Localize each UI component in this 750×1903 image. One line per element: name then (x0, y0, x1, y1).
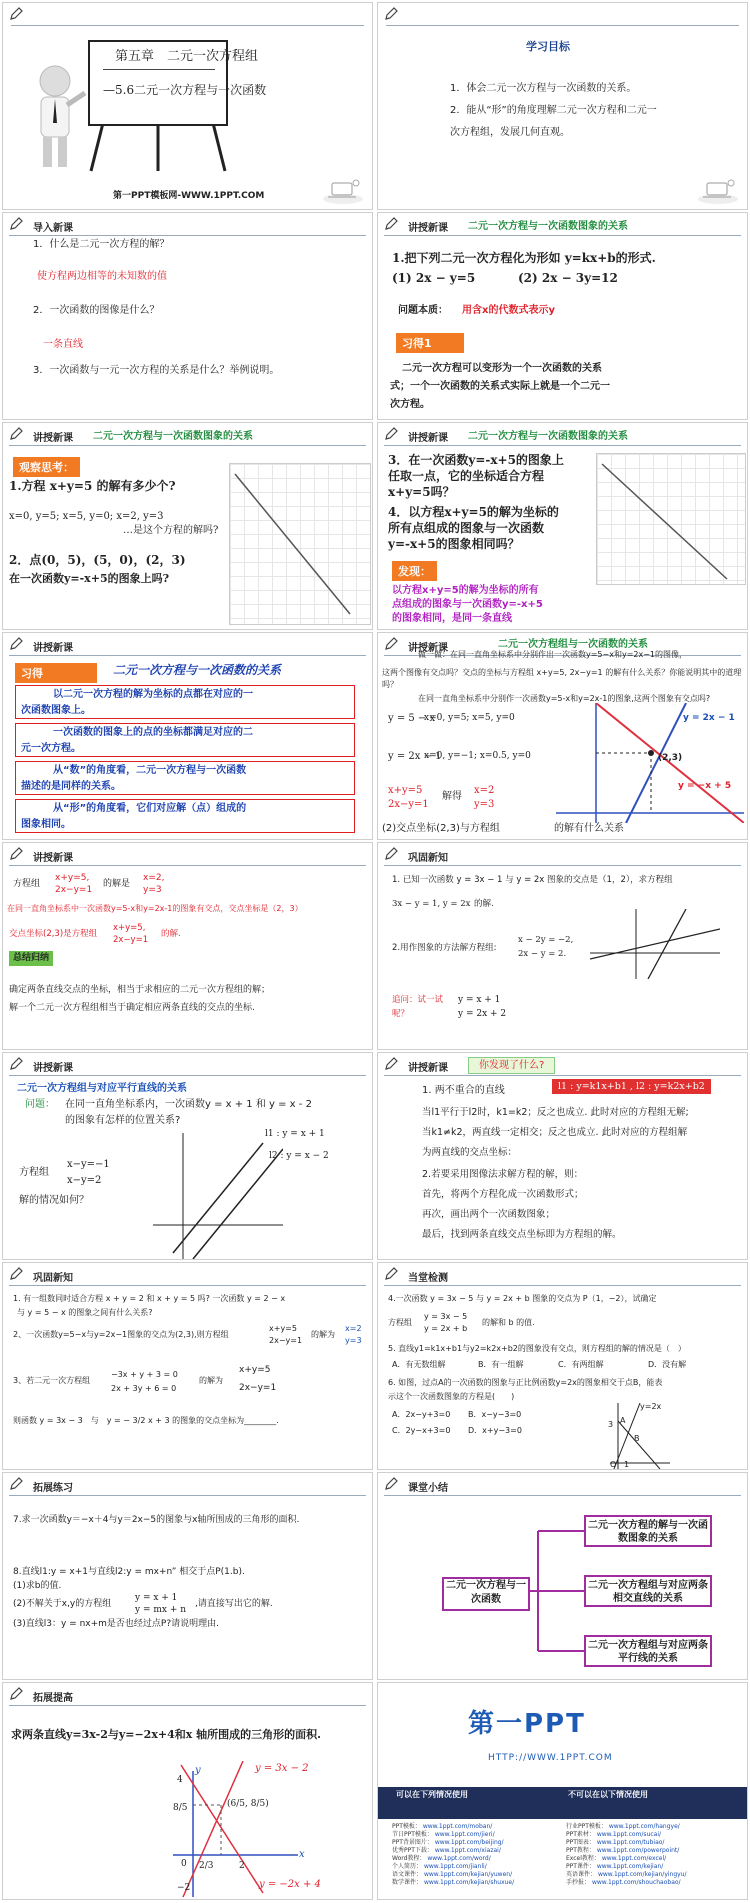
link-label: PPT背景图片： (392, 1839, 433, 1846)
q8-part-3: (3)直线l3：y = nx+m是否也经过点P?请说明理由. (13, 1619, 219, 1629)
q6-option-c: C．2y−x+3=0 (392, 1426, 451, 1435)
q2-text: 2、一次函数y=5−x与y=2x−1图象的交点为(2,3),则方程组 (13, 1330, 229, 1339)
q2-tail: 的解为 (311, 1330, 335, 1339)
found-banner: 你发现了什么? (468, 1057, 555, 1074)
slide-title: 二元一次方程与一次函数的关系 (113, 663, 282, 677)
q6-line-1: 6. 如图，过点A的一次函数的图象与正比例函数y=2x的图象相交于点B，能表 (388, 1378, 663, 1387)
link-label: PPT教程： (566, 1847, 595, 1854)
q1-line-1: 1. 有一组数同时适合方程 x + y = 2 和 x + y = 5 吗? 一次函数 y = 2 − x (13, 1294, 286, 1303)
origin-label: 0 (181, 1859, 187, 1869)
q3-ans-1: x+y=5 (239, 1365, 271, 1375)
question-1: 1.把下列二元一次方程化为形如 y=kx+b的形式. (392, 251, 656, 265)
brand-logo: 第一PPT (468, 1709, 586, 1739)
slide-7 (2, 632, 373, 840)
pencil-icon (9, 217, 23, 231)
section-label: 讲授新课 (33, 643, 73, 654)
solution-question: 解的情况如何？ (19, 1195, 89, 1206)
result-2a: x+y=5, (113, 923, 146, 933)
slide-16 (377, 1472, 748, 1680)
followup-eq-2: y = 2x + 2 (458, 1009, 507, 1019)
section-label: 巩固新知 (33, 1273, 73, 1284)
left-links (392, 1823, 514, 1887)
system-label: 方程组 (19, 1167, 49, 1178)
summary-brace (528, 1513, 588, 1673)
link-label: PPT课件： (566, 1863, 595, 1870)
followup-eq-1: y = x + 1 (458, 995, 501, 1005)
point-b-label: B (634, 1434, 640, 1443)
summary-branch-2: 二元一次方程组与对应两条相交直线的关系 (584, 1575, 712, 1607)
learned-line-2: 式；一个一次函数的关系式实际上就是一个二元一 (390, 381, 610, 392)
link-url[interactable]: www.1ppt.com/jianli/ (423, 1863, 487, 1870)
left-title: 可以在下列情况使用 (396, 1790, 468, 1799)
pencil-icon (9, 1057, 23, 1071)
q3-line-3: x+y=5吗？ (388, 485, 455, 499)
pencil-icon (384, 637, 398, 651)
question-2: 2．一次函数的图像是什么？ (33, 305, 160, 316)
line-plot (230, 464, 370, 624)
observe-tag: 观察思考： (13, 457, 80, 477)
goal-1: 1．体会二元一次方程与一次函数的关系。 (450, 83, 637, 94)
right-title: 不可以在以下情况使用 (568, 1790, 648, 1799)
problem-text: 求两条直线y=3x-2与y=−2x+4和x 轴所围成的三角形的面积. (11, 1728, 321, 1741)
q5-option-d: D．没有解 (648, 1360, 687, 1369)
q5-option-c: C．有两组解 (558, 1360, 604, 1369)
summary-branch-3: 二元一次方程组与对应两条平行线的关系 (584, 1635, 712, 1667)
followup-a: 追问：试一试 (392, 995, 444, 1005)
q7-text: 7.求一次函数y＝−x＋4与y＝2x−5的图象与x轴所围成的三角形的面积. (13, 1515, 300, 1525)
origin-label: O (610, 1460, 617, 1469)
point-a-label: A (620, 1416, 626, 1425)
q3-text: 3、若二元一次方程组 (13, 1376, 91, 1385)
conclusion-2: 解一个二元一次方程组相当于确定相应两条直线的交点的坐标. (9, 1003, 255, 1013)
parallel-lines-graph (153, 1133, 283, 1259)
pencil-icon (9, 1267, 23, 1281)
question-1: 1.方程 x+y=5 的解有多少个? (9, 479, 176, 493)
answer-1: 使方程两边相等的未知数的值 (37, 271, 167, 282)
q3-ans-2: 2x−y=1 (239, 1383, 277, 1393)
slide-2 (377, 2, 748, 210)
result-2b: 2x−y=1 (113, 935, 149, 945)
bottom-question-b: 的解有什么关系 (554, 823, 624, 834)
section-label: 当堂检测 (408, 1273, 448, 1284)
found-line-3: 的图象相同，是同一条直线 (392, 613, 512, 624)
link-label: 行业PPT模板： (566, 1823, 607, 1830)
problem-2-eq-2: 2x − y = 2. (518, 949, 567, 959)
system-label: 方程组 (13, 879, 41, 889)
pencil-icon (9, 1687, 23, 1701)
q4-tail: 的解和 b 的值. (482, 1318, 535, 1327)
link-label: 数学课件： (392, 1879, 423, 1886)
slide-title: 二元一次方程与一次函数图象的关系 (468, 431, 628, 442)
question-2a: 2．点(0，5)，(5，0)，(2，3) (9, 553, 186, 567)
q3-line-1: 3．在一次函数y=-x+5的图象上 (388, 453, 564, 467)
system-eq-2: 2x−y=1 (388, 799, 429, 810)
q8-eq-1: y = x + 1 (135, 1593, 178, 1603)
pencil-icon (384, 217, 398, 231)
link-url[interactable]: www.1ppt.com/moban/ (422, 1823, 493, 1830)
point-4a: 从“形”的角度看，它们对应解（点）组成的 (53, 803, 247, 814)
link-url[interactable]: www.1ppt.com/xiazai/ (434, 1847, 501, 1854)
solution-list: x=0, y=5; x=5, y=0; x=2, y=3 (9, 511, 164, 522)
pencil-icon (384, 7, 398, 21)
link-url[interactable]: www.1ppt.com/kejian/yuwen/ (423, 1871, 513, 1878)
link-url[interactable]: www.1ppt.com/hangye/ (608, 1823, 680, 1830)
formula-banner: l1 : y=k1x+b1 , l2 : y=k2x+b2 (552, 1079, 711, 1094)
point-1b: 次函数图象上。 (21, 705, 91, 716)
text-3: 当k1≠k2，两直线一定相交；反之也成立. 此时对应的方程组解 (422, 1127, 688, 1138)
question-2: 在同一直角坐标系中分别作一次函数y=5-x和y=2x-1的图象,这两个图象有交点吗? (418, 694, 711, 703)
question-3: 3．一次函数与一元一次方程的关系是什么？举例说明。 (33, 365, 280, 376)
section-label: 讲授新课 (33, 1063, 73, 1074)
slide-11 (2, 1052, 373, 1260)
essence-label: 问题本质： (398, 305, 448, 316)
slide-4 (377, 212, 748, 420)
problem-1-system: 3x − y = 1, y = 2x (392, 899, 471, 909)
text-7: 再次，画出两个一次函数图象； (422, 1209, 556, 1220)
q6-line-label: y=2x (640, 1402, 662, 1411)
q5-text: 5. 直线y1=k1x+b1与y2=k2x+b2的图象没有交点，则方程组的解的情况是（ ） (388, 1344, 686, 1353)
q8-part-1: (1)求b的值. (13, 1581, 62, 1591)
goal-2a: 2．能从“形”的角度理解二元一次方程和二元一 (450, 105, 657, 116)
line-2-label: y = −x + 5 (678, 781, 732, 791)
q5-option-b: B．有一组解 (478, 1360, 524, 1369)
section-label: 讲授新课 (33, 433, 73, 444)
line-1-label: y = 2x − 1 (683, 713, 735, 723)
pencil-icon (9, 427, 23, 441)
q3-eq-1: −3x + y + 3 = 0 (111, 1370, 178, 1379)
intersection-label: (6/5, 8/5) (227, 1799, 269, 1809)
q4-line-1: 4.一次函数 y = 3x − 5 与 y = 2x + b 图象的交点为 P（1，−2），试确定 (388, 1294, 657, 1303)
problem-2: 2.用作图象的方法解方程组: (392, 943, 497, 953)
section-label: 讲授新课 (408, 643, 448, 654)
point-label: (2,3) (658, 753, 683, 763)
text-4: 为两直线的交点坐标： (422, 1147, 518, 1158)
slide-9 (2, 842, 373, 1050)
q2-y: y=3 (345, 1336, 362, 1345)
system-a (13, 877, 40, 892)
essence-text: 用含x的代数式表示y (462, 305, 555, 316)
slide-title: 二元一次方程与一次函数图象的关系 (468, 221, 628, 232)
q6-line-2: 示这个一次函数图象的方程是( ) (388, 1392, 515, 1401)
point-3b: 描述的是同样的关系。 (21, 781, 121, 792)
slide-6 (377, 422, 748, 630)
found-tag: 发现： (392, 561, 437, 581)
system-eq-b: 2x−y=1 (55, 885, 93, 895)
section-label: 讲授新课 (408, 1063, 448, 1074)
text-5: 2.若要采用图像法求解方程的解，则： (422, 1169, 584, 1180)
q4-label: 方程组 (388, 1318, 412, 1327)
q4-eq-1: y = 3x − 5 (424, 1312, 468, 1321)
pencil-icon (384, 1267, 398, 1281)
link-label: 语文课件： (392, 1871, 423, 1878)
coordinate-grid (596, 453, 746, 585)
question-1b: …是这个方程的解吗? (123, 525, 219, 536)
function-1: y = 5 − x (388, 713, 436, 724)
brand-url: HTTP://WWW.1PPT.COM (488, 1753, 613, 1763)
slide-8 (377, 632, 748, 840)
x-tick-2: 2 (239, 1861, 245, 1871)
point-2b: 元一次方程。 (21, 743, 81, 754)
link-url[interactable]: www.1ppt.com/word/ (427, 1855, 491, 1862)
learned-line-1: 二元一次方程可以变形为一个一次函数的关系 (402, 363, 602, 374)
x-axis-label: x (299, 1849, 305, 1860)
result-2: 交点坐标(2,3)是方程组 (9, 929, 98, 939)
slide-15 (2, 1472, 373, 1680)
q2-eq-1: x+y=5 (269, 1324, 297, 1333)
goal-title: 学习目标 (526, 40, 570, 53)
pencil-icon (384, 1057, 398, 1071)
question-1: 1．什么是二元一次方程的解？ (33, 239, 170, 250)
link-label: PPT模板： (392, 1823, 421, 1830)
presenter-figure-icon (27, 63, 87, 173)
q4-line-1: 4．以方程x+y=5的解为坐标的 (388, 505, 559, 519)
solve-label: 解得 (442, 791, 462, 802)
q3-line-2: 任取一点，它的坐标适合方程 (388, 469, 545, 483)
link-label: 英语课件： (566, 1871, 597, 1878)
pencil-icon (9, 637, 23, 651)
pencil-icon (9, 847, 23, 861)
y-tick-minus-2: −2 (177, 1883, 191, 1893)
question-text: 这两个图像有交点吗？交点的坐标与方程组 x+y=5, 2x−y=1 的解有什么关系？你能说明其中的道理吗？ (382, 668, 742, 689)
link-label: Word教程： (392, 1855, 426, 1862)
text-1: 1. 两不重合的直线 (422, 1085, 505, 1096)
q8-part-2b: ,请直接写出它的解. (195, 1599, 273, 1609)
q4-line-2: 所有点组成的图象与一次函数 (388, 521, 545, 535)
laptop-icon (695, 175, 741, 205)
section-label: 巩固新知 (408, 853, 448, 864)
problem-2-eq-1: x − 2y = −2, (518, 935, 574, 945)
brand-text: 第一PPT模板网-WWW.1PPT.COM (113, 191, 265, 201)
text-8: 最后，找到两条直线交点坐标即为方程组的解。 (422, 1229, 622, 1240)
q8-part-2: (2)不解关于x,y的方程组 (13, 1599, 112, 1609)
link-label: 节日PPT模板： (392, 1831, 433, 1838)
slide-18 (377, 1682, 748, 1900)
result-2c: 的解. (161, 929, 181, 939)
y-axis-label: y (195, 1765, 201, 1776)
link-label: 手抄报： (566, 1879, 591, 1886)
solution-x: x=2 (474, 785, 495, 796)
section-label: 拓展提高 (33, 1693, 73, 1704)
line-1-label: y = 3x − 2 (255, 1763, 309, 1774)
pencil-icon (9, 1477, 23, 1491)
x-tick-2-3: 2/3 (199, 1861, 214, 1871)
x-tick-label: 1 (624, 1460, 630, 1469)
learned-tag: 习得1 (396, 333, 464, 353)
y-tick-4: 4 (177, 1775, 183, 1785)
section-label: 讲授新课 (408, 433, 448, 444)
q5-option-a: A．有无数组解 (392, 1360, 446, 1369)
result-1: 在同一直角坐标系中一次函数y=5-x和y=2x-1的图象有交点，交点坐标是（2，3） (7, 904, 303, 913)
right-links (566, 1823, 687, 1887)
conclusion-1: 确定两条直线交点的坐标，相当于求相应的二元一次方程组的解； (9, 985, 271, 995)
link-url[interactable]: www.1ppt.com/excel/ (601, 1855, 667, 1862)
slide-14 (377, 1262, 748, 1470)
section-label: 讲授新课 (408, 223, 448, 234)
link-label: 个人简历： (392, 1863, 423, 1870)
problem-1: 1. 已知一次函数 y = 3x − 1 与 y = 2x 图象的交点是（1，2），求方程组 (392, 875, 673, 885)
pencil-icon (384, 427, 398, 441)
q2-x: x=2 (345, 1324, 362, 1333)
q8-text: 8.直线l1:y = x+1与直线l2:y = mx+n” 相交于点P(1.b). (13, 1567, 245, 1577)
link-url[interactable]: www.1ppt.com/sucai/ (596, 1831, 662, 1838)
text-6: 首先，将两个方程化成一次函数形式； (422, 1189, 584, 1200)
solution-x: x=2, (143, 873, 165, 883)
solution-label: 的解是 (103, 879, 131, 889)
text-2: 当l1平行于l2时，k1=k2；反之也成立. 此时对应的方程组无解; (422, 1107, 689, 1118)
learned-tag: 习得 (15, 663, 97, 683)
summary-branch-1: 二元一次方程的解与一次函数图象的关系 (584, 1515, 712, 1547)
q3-eq-2: 2x + 3y + 6 = 0 (111, 1384, 177, 1393)
goal-2b: 次方程组，发展几何直观。 (450, 127, 570, 138)
q2-eq-2: 2x−y=1 (269, 1336, 303, 1345)
system-eq-1: x+y=5 (388, 785, 423, 796)
system-eq-1: x−y=−1 (67, 1159, 110, 1170)
line-2-label: y = −2x + 4 (259, 1879, 321, 1890)
q4-eq-2: y = 2x + b (424, 1324, 468, 1333)
point-4b: 图象相同。 (21, 819, 71, 830)
slide-13 (2, 1262, 373, 1470)
slide-10 (377, 842, 748, 1050)
summary-center: 二元一次方程与一次函数 (442, 1577, 530, 1611)
slide-17 (2, 1682, 373, 1900)
bottom-question-a: (2)交点坐标(2,3)与方程组 (382, 823, 500, 834)
q3-line-2: 则函数 y = 3x − 3 与 y = − 3/2 x + 3 的图象的交点坐标为________. (13, 1416, 279, 1425)
link-url[interactable]: www.1ppt.com/kejian/ (596, 1863, 664, 1870)
slide-1 (2, 2, 373, 210)
slide-5 (2, 422, 373, 630)
q3-tail: 的解为 (199, 1376, 223, 1385)
coordinate-grid (229, 463, 371, 625)
q6-option-d: D．x+y−3=0 (468, 1426, 522, 1435)
q1-line-2: 与 y = 5 − x 的图象之间有什么关系? (17, 1308, 153, 1317)
section-label: 讲授新课 (33, 853, 73, 864)
line-1-label: l1 : y = x + 1 (265, 1129, 325, 1139)
section-label: 课堂小结 (408, 1483, 448, 1494)
chapter-title: 第五章 二元一次方程组 (115, 49, 259, 64)
intro-text: 做一做：在同一直角坐标系中分别作出一次函数y=5−x和y=2x−1的图像， (418, 650, 688, 659)
y-tick-8-5: 8/5 (173, 1803, 188, 1813)
equation-1: (1) 2x − y=5 (392, 271, 476, 285)
slide-title: 二元一次方程组与一次函数的关系 (498, 639, 648, 650)
y-tick-label: 3 (608, 1420, 614, 1429)
slide-title: 二元一次方程组与对应平行直线的关系 (17, 1083, 187, 1094)
link-url[interactable]: www.1ppt.com/kejian/yingyu/ (597, 1871, 687, 1878)
section-label: 导入新课 (33, 223, 73, 234)
question-2b: 在一次函数y=-x+5的图象上吗? (9, 572, 170, 585)
pencil-icon (9, 7, 23, 21)
q6-option-b: B．x−y−3=0 (468, 1410, 522, 1419)
link-url[interactable]: www.1ppt.com/jieri/ (434, 1831, 495, 1838)
found-line-2: 点组成的图象与一次函数y=-x+5 (392, 599, 543, 610)
system-eq-a: x+y=5, (55, 873, 90, 883)
solution-graph (590, 909, 720, 979)
table-1: x=0, y=5; x=5, y=0 (424, 713, 515, 723)
link-url[interactable]: www.1ppt.com/kejian/shuxue/ (423, 1879, 515, 1886)
link-url[interactable]: www.1ppt.com/beijing/ (434, 1839, 504, 1846)
function-2: y = 2x − 1 (388, 751, 442, 762)
problem-1-tail: 的解. (474, 899, 494, 909)
found-line-1: 以方程x+y=5的解为坐标的所有 (392, 585, 539, 596)
equation-2: (2) 2x − 3y=12 (518, 271, 618, 285)
question-line-2: 的图象有怎样的位置关系? (65, 1115, 181, 1126)
point-2a: 一次函数的图象上的点的坐标都满足对应的二 (53, 727, 253, 738)
slide-12 (377, 1052, 748, 1260)
link-label: PPT图表： (566, 1839, 595, 1846)
q6-option-a: A．2x−y+3=0 (392, 1410, 451, 1419)
link-url[interactable]: www.1ppt.com/powerpoint/ (596, 1847, 680, 1854)
slide-3 (2, 212, 373, 420)
solution-y: y=3 (143, 885, 162, 895)
link-url[interactable]: www.1ppt.com/tubiao/ (596, 1839, 665, 1846)
q4-line-3: y=-x+5的图象相同吗？ (388, 537, 520, 551)
summary-tag: 总结归纳 (9, 951, 53, 966)
q8-eq-2: y = mx + n (135, 1605, 187, 1615)
question-label: 问题： (25, 1099, 55, 1110)
section-label: 拓展练习 (33, 1483, 73, 1494)
learned-line-3: 次方程。 (390, 399, 430, 410)
slide-title: 二元一次方程与一次函数图象的关系 (93, 431, 253, 442)
table-2: x=0, y=−1; x=0.5, y=0 (424, 751, 531, 761)
point-3a: 从“数”的角度看，二元一次方程与一次函数 (53, 765, 247, 776)
laptop-icon (320, 175, 366, 205)
line-2-label: l2 : y = x − 2 (269, 1151, 329, 1161)
link-url[interactable]: www.1ppt.com/shouchaobao/ (591, 1879, 681, 1886)
system-eq-2: x−y=2 (67, 1175, 102, 1186)
link-label: 优秀PPT下载： (392, 1847, 433, 1854)
followup-b: 呢？ (392, 1009, 410, 1019)
line-plot (597, 454, 745, 584)
link-label: Excel教程： (566, 1855, 600, 1862)
pencil-icon (384, 1477, 398, 1491)
link-label: PPT素材： (566, 1831, 595, 1838)
pencil-icon (384, 847, 398, 861)
lesson-title: —5.6二元一次方程与一次函数 (103, 83, 267, 97)
solution-y: y=3 (474, 799, 495, 810)
point-1a: 以二元一次方程的解为坐标的点都在对应的一 (53, 689, 253, 700)
answer-2: 一条直线 (43, 339, 83, 350)
question-line-1: 在同一直角坐标系内，一次函数y = x + 1 和 y = x - 2 (65, 1099, 312, 1110)
